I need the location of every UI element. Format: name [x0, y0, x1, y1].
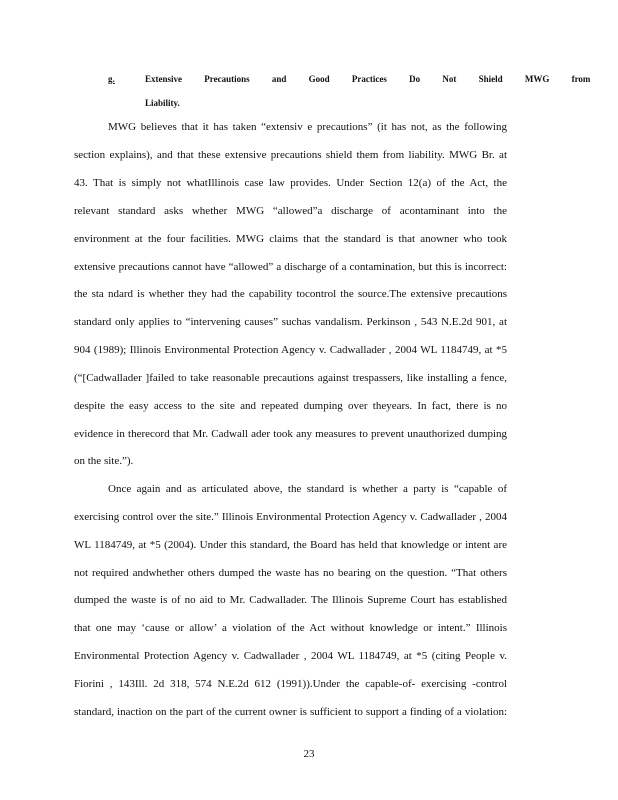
text-line: despite the easy access to the site and repeated dumping over theyears. In fact, there is no: [74, 400, 507, 412]
section-title-line-1: Extensive Precautions and Good Practices Do Not Shield MWG from: [145, 74, 591, 84]
text-line: Fiorini , 143Ill. 2d 318, 574 N.E.2d 612 (1991)).Under the capable-of- exercising -control: [74, 678, 507, 690]
section-title-line-2: Liability.: [145, 98, 180, 108]
text-line: that one may ‘cause or allow’ a violation of the Act without knowledge or intent.” Illinois: [74, 622, 507, 634]
text-line: environment at the four facilities. MWG claims that the standard is that anowner who took: [74, 233, 507, 245]
text-line: Once again and as articulated above, the standard is whether a party is “capable of: [108, 483, 507, 495]
text-line: evidence in therecord that Mr. Cadwall ader took any measures to prevent unauthorized dumping: [74, 428, 507, 440]
text-line: the sta ndard is whether they had the capability tocontrol the source.The extensive precautions: [74, 288, 507, 300]
text-line: exercising control over the site.” Illinois Environmental Protection Agency v. Cadwallader , 2004: [74, 511, 507, 523]
text-line: dumped the waste is of no aid to Mr. Cadwallader. The Illinois Supreme Court has established: [74, 594, 507, 606]
section-number: g.: [108, 74, 115, 84]
text-line: (“[Cadwallader ]failed to take reasonable precautions against trespassers, like installing a fence,: [74, 372, 507, 384]
text-line: standard, inaction on the part of the current owner is sufficient to support a finding of a violation:: [74, 706, 507, 718]
text-line: relevant standard asks whether MWG “allowed”a discharge of acontaminant into the: [74, 205, 507, 217]
text-line: standard only applies to “intervening causes” suchas vandalism. Perkinson , 543 N.E.2d 901, at: [74, 316, 507, 328]
text-line: 43. That is simply not whatIllinois case law provides. Under Section 12(a) of the Act, the: [74, 177, 507, 189]
text-line: on the site.”).: [74, 455, 134, 467]
text-line: 904 (1989); Illinois Environmental Protection Agency v. Cadwallader , 2004 WL 1184749, at *5: [74, 344, 507, 356]
text-line: extensive precautions cannot have “allowed” a discharge of a contamination, but this is incorrect:: [74, 261, 507, 273]
text-line: not required andwhether others dumped the waste has no bearing on the question. “That others: [74, 567, 507, 579]
text-line: MWG believes that it has taken “extensiv e precautions” (it has not, as the following: [108, 121, 507, 133]
text-line: section explains), and that these extensive precautions shield them from liability. MWG Br. at: [74, 149, 507, 161]
text-line: Environmental Protection Agency v. Cadwallader , 2004 WL 1184749, at *5 (citing People v.: [74, 650, 507, 662]
text-line: WL 1184749, at *5 (2004). Under this standard, the Board has held that knowledge or intent are: [74, 539, 507, 551]
page-number: 23: [303, 748, 315, 760]
